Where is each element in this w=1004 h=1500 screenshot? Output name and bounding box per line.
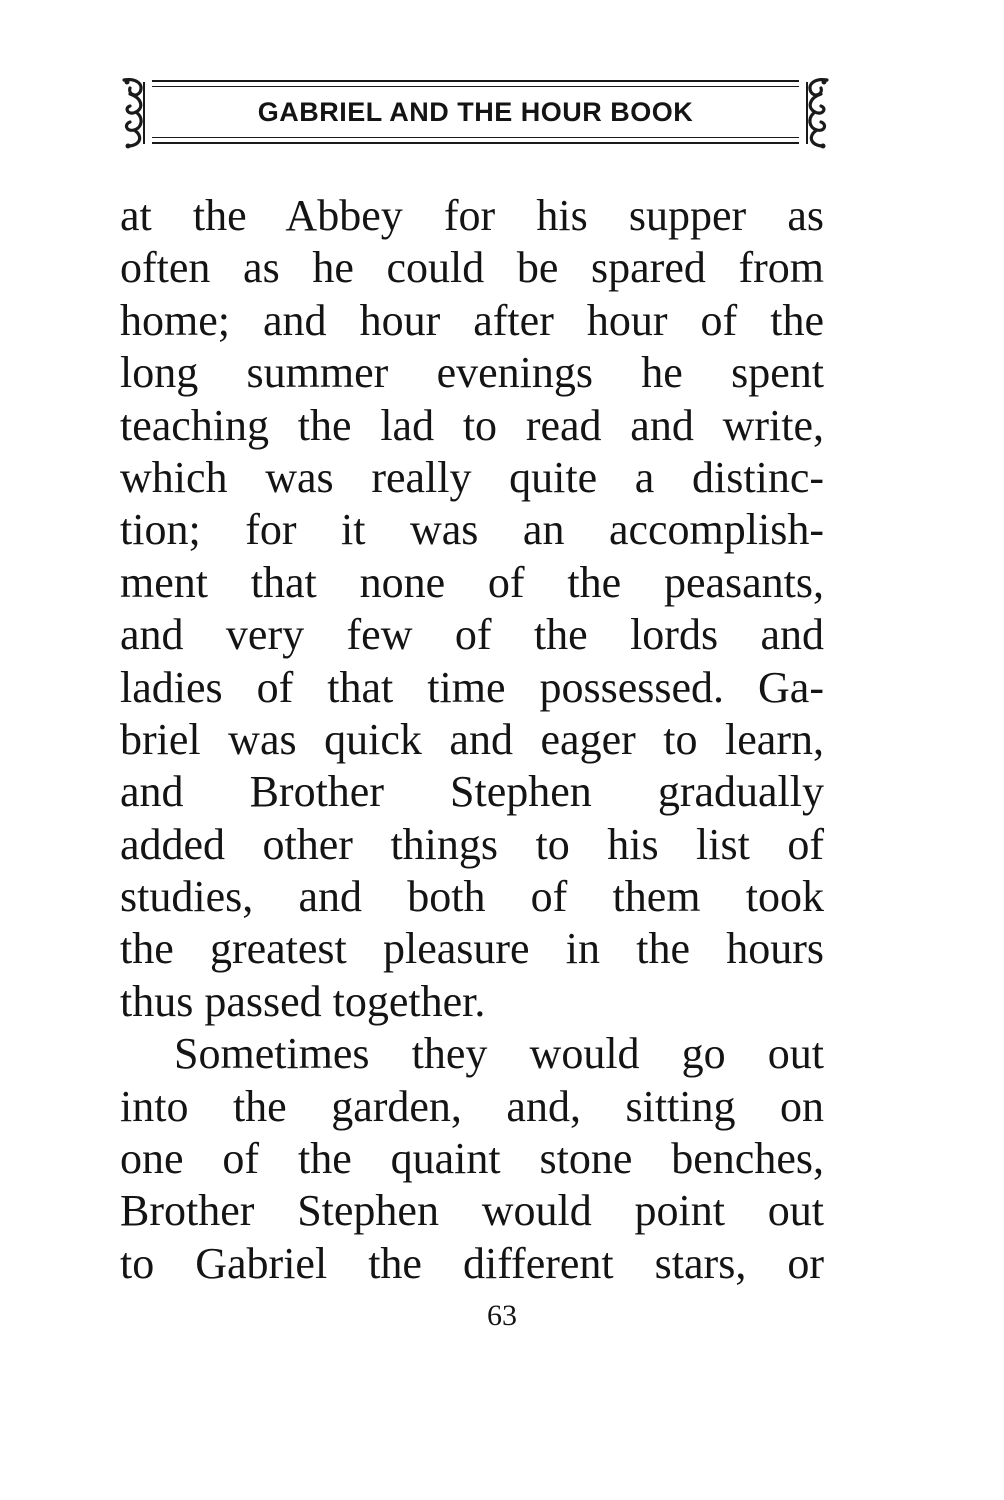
text-line: tion; for it was an accomplish- <box>120 505 824 555</box>
text-line: ment that none of the peasants, <box>120 557 824 607</box>
header-rule <box>152 86 799 87</box>
header-rule <box>152 80 799 82</box>
text-line: home; and hour after hour of the <box>120 295 824 345</box>
header-frame <box>152 80 799 144</box>
text-line: studies, and both of them took <box>120 872 824 922</box>
header-rule <box>152 137 799 138</box>
header-rule <box>152 142 799 144</box>
text-line: briel was quick and eager to learn, <box>120 714 824 764</box>
text-line: added other things to his list of <box>120 819 824 869</box>
running-header <box>118 74 833 152</box>
body-text <box>120 190 824 1290</box>
text-line: which was really quite a distinc- <box>120 452 824 502</box>
scroll-ornament-icon <box>799 76 833 150</box>
text-line: Brother Stephen would point out <box>120 1186 824 1236</box>
paragraph-end-line: thus passed together. <box>120 976 486 1026</box>
text-line: teaching the lad to read and write, <box>120 400 824 450</box>
text-line: one of the quaint stone benches, <box>120 1134 824 1184</box>
text-line: and Brother Stephen gradually <box>120 767 824 817</box>
text-line: the greatest pleasure in the hours <box>120 924 824 974</box>
page-number: 63 <box>487 1299 517 1332</box>
scroll-ornament-icon <box>118 76 152 150</box>
paragraph-start-line: Sometimes they would go out <box>174 1029 824 1079</box>
text-line: and very few of the lords and <box>120 610 824 660</box>
text-line: often as he could be spared from <box>120 243 824 293</box>
text-line: ladies of that time possessed. Ga- <box>120 662 824 712</box>
text-line: into the garden, and, sitting on <box>120 1081 824 1131</box>
text-line: to Gabriel the different stars, or <box>120 1238 824 1288</box>
text-line: long summer evenings he spent <box>120 348 824 398</box>
running-head-title: GABRIEL AND THE HOUR BOOK <box>257 97 694 127</box>
text-line: at the Abbey for his supper as <box>120 191 824 240</box>
